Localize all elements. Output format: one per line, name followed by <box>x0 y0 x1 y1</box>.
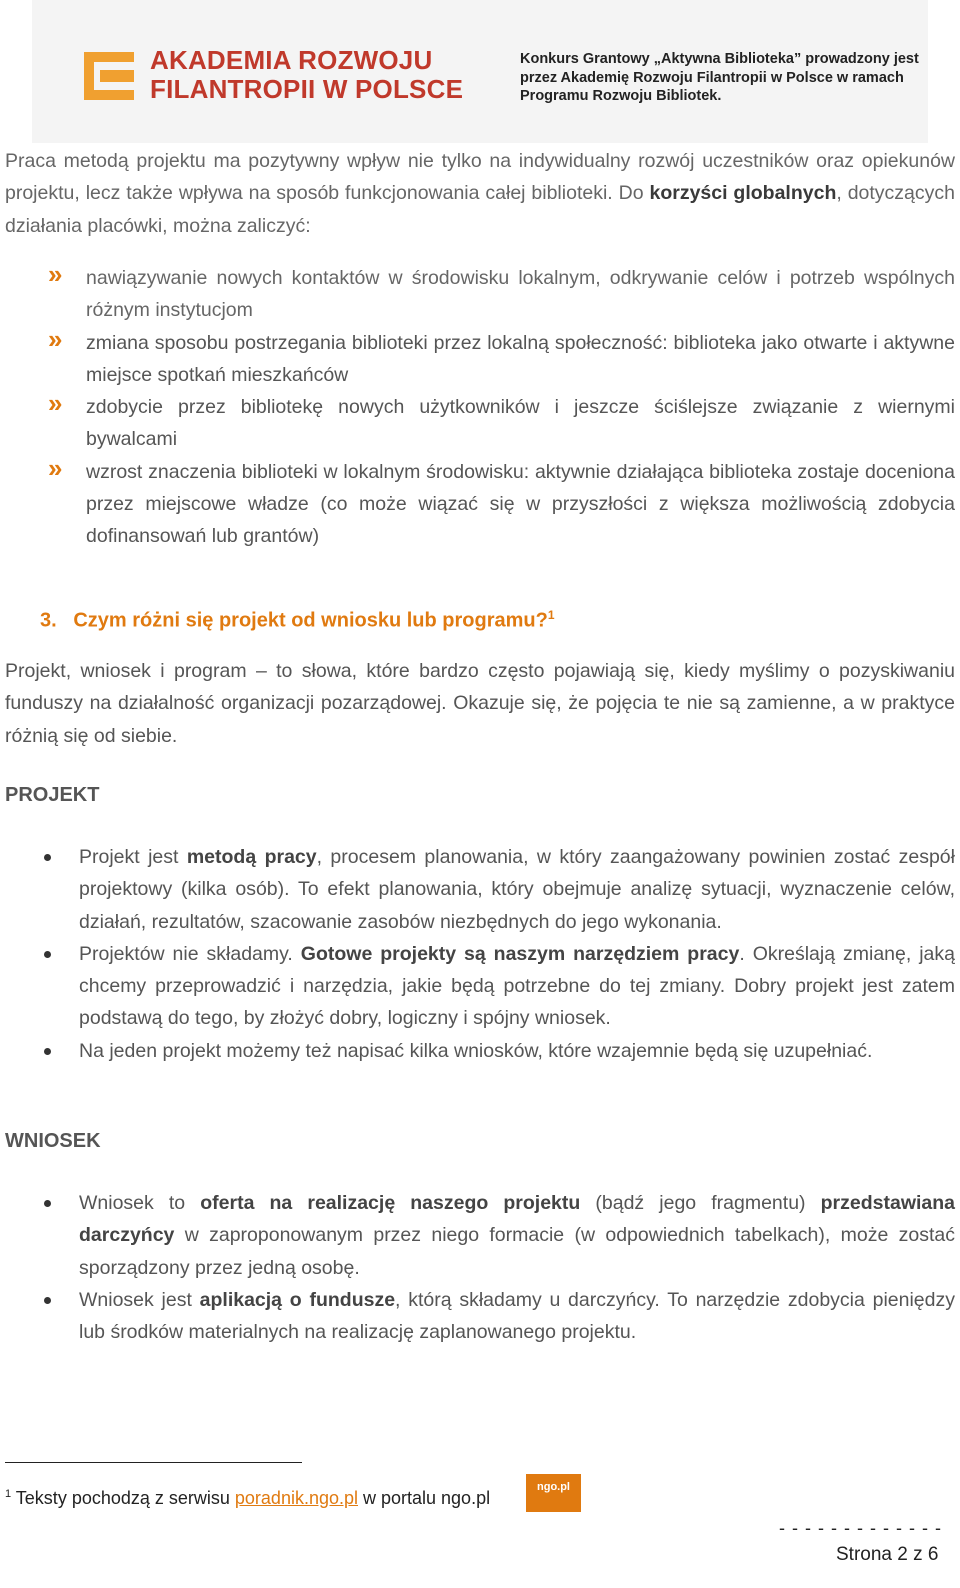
double-chevron-icon: » <box>48 452 63 483</box>
benefit-text: zdobycie przez bibliotekę nowych użytkowników i jeszcze ściślejsze związanie z wiernymi bywalcami <box>86 396 955 451</box>
list-item <box>40 841 955 938</box>
list-item <box>48 452 955 553</box>
double-chevron-icon: » <box>48 323 63 354</box>
footnote-separator <box>5 1462 302 1463</box>
header-note-line-1: Konkurs Grantowy „Aktywna Biblioteka” prowadzony jest <box>520 51 919 67</box>
logo-line-1: AKADEMIA ROZWOJU <box>150 45 433 75</box>
projekt-list <box>40 841 955 1067</box>
page-number: Strona 2 z 6 <box>836 1544 939 1565</box>
bold-text: Gotowe projekty są naszym narzędziem pracy <box>300 942 740 965</box>
text: Wniosek to <box>79 1192 201 1214</box>
projekt-heading: PROJEKT <box>5 784 100 806</box>
bold-text: oferta na realizację naszego projektu <box>200 1192 581 1214</box>
list-item <box>40 1187 955 1284</box>
list-item <box>40 1035 955 1067</box>
footnote-link[interactable]: poradnik.ngo.pl <box>234 1488 358 1508</box>
intro-text-2: , dotyczących działania placówki, można zaliczyć: <box>5 182 955 237</box>
page-dashes: - - - - - - - - - - - - - <box>779 1518 942 1538</box>
bullet-icon <box>44 1297 51 1304</box>
footnote-ref: 1 <box>547 608 555 622</box>
header-note <box>520 50 919 106</box>
text: Na jeden projekt możemy też napisać kilka wniosków, które wzajemnie będą się uzupełniać. <box>79 1039 873 1062</box>
footnote-number: 1 <box>5 1488 12 1500</box>
bold-text: aplikacją o fundusze <box>199 1288 396 1311</box>
intro-bold: korzyści globalnych <box>649 182 837 205</box>
bullet-icon <box>44 1048 51 1055</box>
benefit-text: zmiana sposobu postrzegania biblioteki przez lokalną społeczność: biblioteka jako otwarte i aktywne miejsce spotkań mieszkańców <box>86 331 955 386</box>
text: Projekt jest <box>79 846 187 868</box>
text: Wniosek jest <box>79 1288 200 1311</box>
bullet-icon <box>44 1200 51 1207</box>
wniosek-list <box>40 1187 955 1348</box>
section-intro: Projekt, wniosek i program – to słowa, które bardzo często pojawiają się, kiedy myślimy o pozyskiwaniu funduszy na działalność organizacji pozarządowej. Okazuje się, że pojęcia te nie są zamienne, a w praktyce różnią się od siebie. <box>5 660 955 747</box>
text: Projektów nie składamy. <box>79 942 301 965</box>
list-item <box>48 259 955 327</box>
footnote-after: w portalu ngo.pl <box>358 1488 491 1508</box>
logo-line-2: FILANTROPII W POLSCE <box>150 74 464 104</box>
benefits-list <box>48 259 955 553</box>
ngo-logo: ngo.pl <box>526 1474 581 1512</box>
header-note-line-3: Programu Rozwoju Bibliotek. <box>520 88 722 104</box>
footnote-text: Teksty pochodzą z serwisu <box>11 1488 235 1508</box>
list-item <box>48 323 955 392</box>
text: , procesem planowania, w który zaangażowany powinien zostać zespół projektowy (kilka osób). To efekt planowania, który obejmuje analizę sytuacji, wyznaczenie celów, działań, rezultatów, szacowanie zasobów niezbędnych do jego wykonania. <box>79 846 955 933</box>
benefit-text: wzrost znaczenia biblioteki w lokalnym środowisku: aktywnie działająca biblioteka zostaje doceniona przez miejscowe władze (co może wiązać się w przyszłości z większa możliwością zdobycia dofinansowań lub grantów) <box>86 460 955 548</box>
section-title: Czym różni się projekt od wniosku lub programu? <box>73 609 548 632</box>
header-note-line-2: przez Akademię Rozwoju Filantropii w Polsce w ramach <box>520 69 904 86</box>
bold-text: przedstawiana darczyńcy <box>79 1192 956 1247</box>
bullet-icon <box>44 951 51 958</box>
section-heading <box>40 608 555 633</box>
intro-paragraph <box>5 145 955 242</box>
benefit-text: nawiązywanie nowych kontaktów w środowisku lokalnym, odkrywanie celów i potrzeb wspólnych różnym instytucjom <box>86 267 955 322</box>
logo-text <box>150 46 463 104</box>
bullet-icon <box>44 854 51 861</box>
text: . Określają zmianę, jaką chcemy przeprowadzić i narzędzia, jakie będą potrzebne do tej zmiany. Dobry projekt jest zatem podstawą do tego, by złożyć dobry, logiczny i spójny wniosek. <box>79 942 955 1030</box>
section-number: 3. <box>40 609 57 632</box>
logo-mark-icon <box>80 48 138 104</box>
text: , którą składamy u darczyńcy. To narzędzie zdobycia pieniędzy lub środków materialnych na realizację zaplanowanego projektu. <box>79 1288 955 1344</box>
intro-text-1: Praca metodą projektu ma pozytywny wpływ nie tylko na indywidualny rozwój uczestników oraz opiekunów projektu, lecz także wpływa na sposób funkcjonowania całej biblioteki. Do <box>5 150 955 205</box>
wniosek-heading: WNIOSEK <box>5 1130 101 1152</box>
double-chevron-icon: » <box>48 388 63 419</box>
list-item <box>40 1284 955 1349</box>
footnote <box>5 1488 490 1509</box>
text: w zaproponowanym przez niego formacie (w odpowiednich tabelkach), może zostać sporządzony przez jedną osobę. <box>79 1224 955 1279</box>
bold-text: metodą pracy <box>186 846 317 868</box>
double-chevron-icon: » <box>48 259 63 289</box>
list-item <box>40 938 955 1035</box>
text: (bądź jego fragmentu) <box>580 1192 821 1214</box>
list-item <box>48 388 955 456</box>
